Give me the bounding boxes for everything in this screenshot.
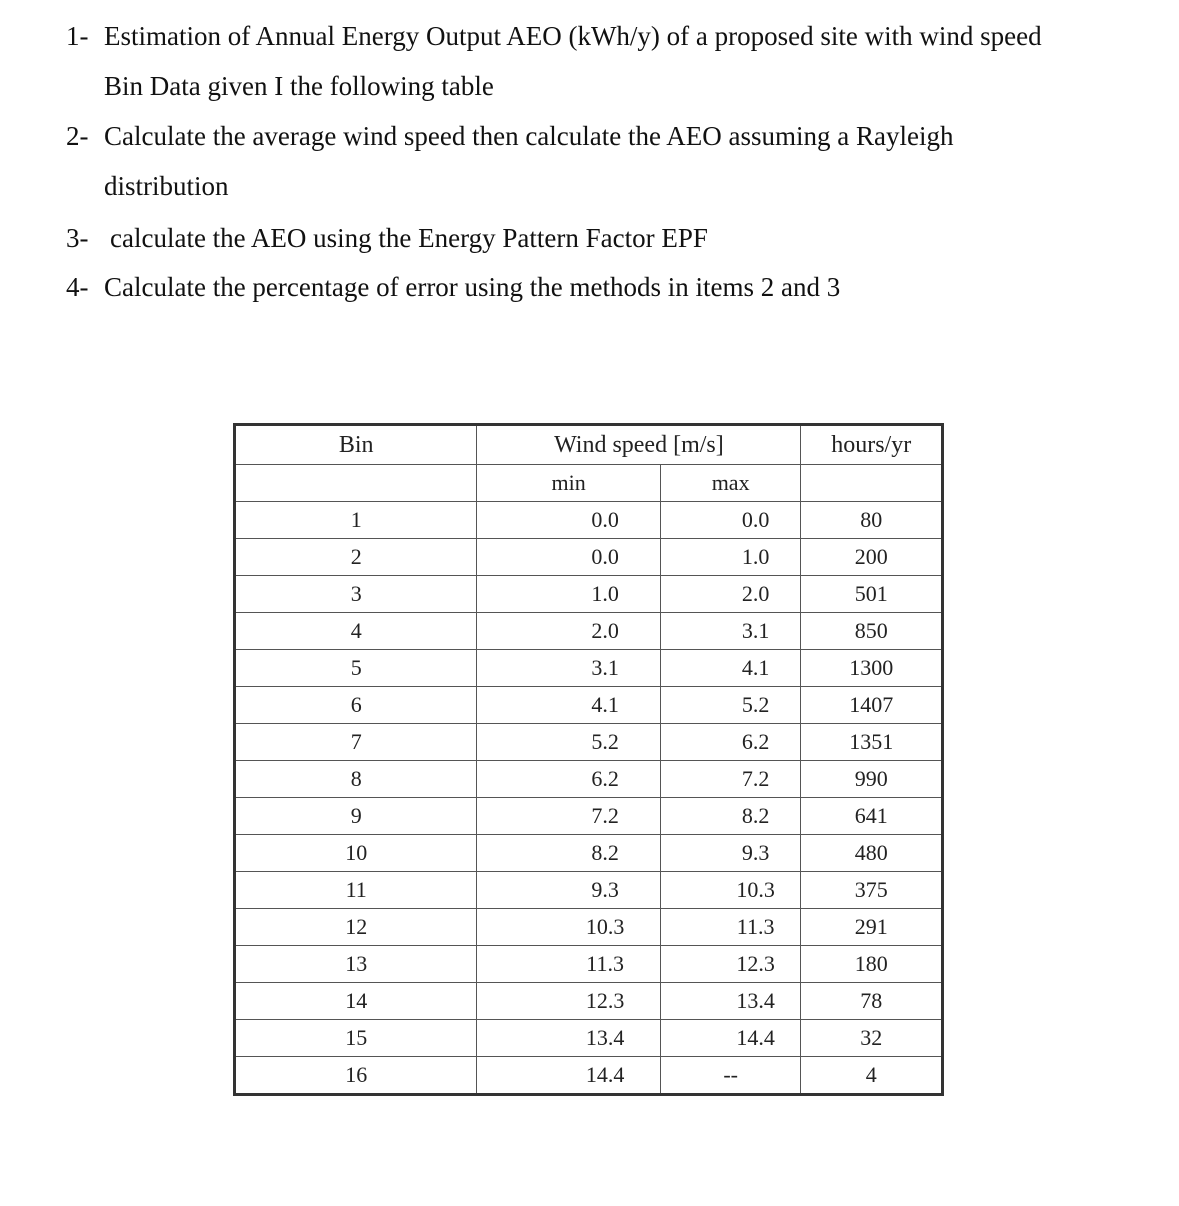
- hours-cell: 32: [801, 1020, 943, 1057]
- hours-cell: 480: [801, 835, 943, 872]
- hours-cell: 375: [801, 872, 943, 909]
- min-speed-cell: 6.2: [477, 761, 660, 798]
- max-speed-cell: 6.2: [660, 724, 801, 761]
- bin-cell: 8: [235, 761, 477, 798]
- min-speed-cell: 8.2: [477, 835, 660, 872]
- hours-cell: 850: [801, 613, 943, 650]
- min-speed-cell: 5.2: [477, 724, 660, 761]
- hours-cell: 1407: [801, 687, 943, 724]
- table-row: [235, 946, 943, 983]
- header-wind-speed: Wind speed [m/s]: [477, 425, 801, 465]
- min-speed-cell: 12.3: [477, 983, 660, 1020]
- min-speed-cell: 0.0: [477, 539, 660, 576]
- min-speed-cell: 11.3: [477, 946, 660, 983]
- question-text-continued: distribution: [104, 171, 229, 201]
- bin-cell: 5: [235, 650, 477, 687]
- bin-cell: 15: [235, 1020, 477, 1057]
- table-header-row: [235, 425, 943, 465]
- min-speed-cell: 7.2: [477, 798, 660, 835]
- table-row: [235, 835, 943, 872]
- min-speed-cell: 4.1: [477, 687, 660, 724]
- table-row: [235, 502, 943, 539]
- max-speed-cell: 14.4: [660, 1020, 801, 1057]
- table-row: [235, 576, 943, 613]
- min-speed-cell: 1.0: [477, 576, 660, 613]
- table-row: [235, 687, 943, 724]
- min-speed-cell: 3.1: [477, 650, 660, 687]
- table-subheader-row: [235, 465, 943, 502]
- hours-cell: 180: [801, 946, 943, 983]
- question-1: [66, 20, 1042, 101]
- subheader-max: max: [660, 465, 801, 502]
- bin-cell: 2: [235, 539, 477, 576]
- min-speed-cell: 13.4: [477, 1020, 660, 1057]
- min-speed-cell: 14.4: [477, 1057, 660, 1095]
- question-4: [66, 271, 841, 303]
- hours-cell: 80: [801, 502, 943, 539]
- question-3: [66, 222, 708, 254]
- max-speed-cell: 13.4: [660, 983, 801, 1020]
- max-speed-cell: 12.3: [660, 946, 801, 983]
- bin-cell: 6: [235, 687, 477, 724]
- table-body: [235, 502, 943, 1095]
- question-number: 3-: [66, 223, 89, 253]
- max-speed-cell: 3.1: [660, 613, 801, 650]
- bin-cell: 12: [235, 909, 477, 946]
- question-number: 2-: [66, 121, 89, 151]
- question-number: 4-: [66, 272, 89, 302]
- question-number: 1-: [66, 21, 89, 51]
- hours-cell: 641: [801, 798, 943, 835]
- subheader-min: min: [477, 465, 660, 502]
- hours-cell: 990: [801, 761, 943, 798]
- bin-cell: 13: [235, 946, 477, 983]
- table-row: [235, 539, 943, 576]
- table-row: [235, 650, 943, 687]
- subheader-empty: [801, 465, 943, 502]
- hours-cell: 501: [801, 576, 943, 613]
- table-row: [235, 761, 943, 798]
- table-row: [235, 983, 943, 1020]
- hours-cell: 200: [801, 539, 943, 576]
- table-row: [235, 613, 943, 650]
- max-speed-cell: 2.0: [660, 576, 801, 613]
- bin-cell: 4: [235, 613, 477, 650]
- bin-cell: 10: [235, 835, 477, 872]
- hours-cell: 1351: [801, 724, 943, 761]
- question-text: Estimation of Annual Energy Output AEO (kWh/y) of a proposed site with wind speed: [104, 21, 1042, 51]
- max-speed-cell: 1.0: [660, 539, 801, 576]
- hours-cell: 4: [801, 1057, 943, 1095]
- table-row: [235, 1020, 943, 1057]
- max-speed-cell: 5.2: [660, 687, 801, 724]
- table-row: [235, 724, 943, 761]
- subheader-empty: [235, 465, 477, 502]
- header-hours: hours/yr: [801, 425, 943, 465]
- table-row: [235, 1057, 943, 1095]
- max-speed-cell: 11.3: [660, 909, 801, 946]
- wind-bin-table: [233, 423, 944, 1096]
- max-speed-cell: 0.0: [660, 502, 801, 539]
- table-row: [235, 909, 943, 946]
- max-speed-cell: 7.2: [660, 761, 801, 798]
- min-speed-cell: 9.3: [477, 872, 660, 909]
- max-speed-cell: 10.3: [660, 872, 801, 909]
- max-speed-cell: --: [660, 1057, 801, 1095]
- max-speed-cell: 4.1: [660, 650, 801, 687]
- bin-cell: 14: [235, 983, 477, 1020]
- min-speed-cell: 2.0: [477, 613, 660, 650]
- max-speed-cell: 8.2: [660, 798, 801, 835]
- min-speed-cell: 10.3: [477, 909, 660, 946]
- bin-cell: 16: [235, 1057, 477, 1095]
- bin-cell: 11: [235, 872, 477, 909]
- table-row: [235, 798, 943, 835]
- question-2: [66, 120, 954, 201]
- bin-cell: 9: [235, 798, 477, 835]
- bin-cell: 1: [235, 502, 477, 539]
- question-text: calculate the AEO using the Energy Pattern Factor EPF: [110, 223, 708, 253]
- header-bin: Bin: [235, 425, 477, 465]
- question-text-continued: Bin Data given I the following table: [104, 71, 494, 101]
- bin-cell: 3: [235, 576, 477, 613]
- min-speed-cell: 0.0: [477, 502, 660, 539]
- hours-cell: 1300: [801, 650, 943, 687]
- table-row: [235, 872, 943, 909]
- hours-cell: 291: [801, 909, 943, 946]
- bin-cell: 7: [235, 724, 477, 761]
- max-speed-cell: 9.3: [660, 835, 801, 872]
- question-text: Calculate the percentage of error using the methods in items 2 and 3: [104, 272, 841, 302]
- question-text: Calculate the average wind speed then calculate the AEO assuming a Rayleigh: [104, 121, 954, 151]
- hours-cell: 78: [801, 983, 943, 1020]
